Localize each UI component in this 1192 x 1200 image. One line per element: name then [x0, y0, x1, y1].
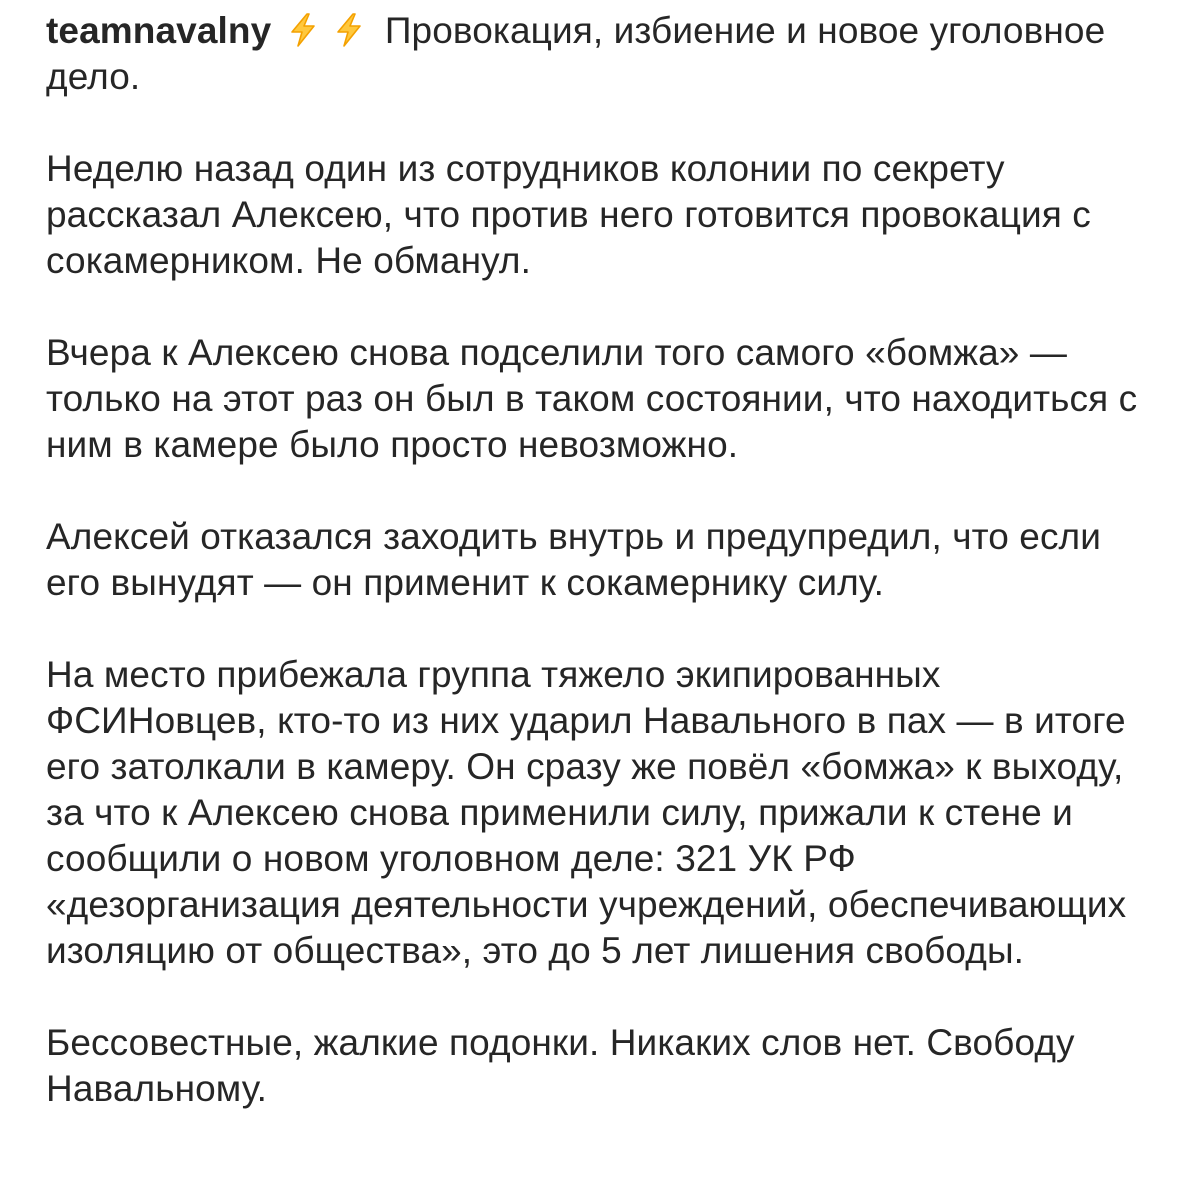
lightning-icon: [334, 12, 364, 46]
caption-headline-paragraph: [46, 8, 1156, 100]
caption-paragraph-5: Бессовестные, жалкие подонки. Никаких слов нет. Свободу Навальному.: [46, 1022, 1075, 1109]
post-caption: [46, 8, 1156, 1112]
username-link[interactable]: teamnavalny: [46, 10, 272, 51]
caption-paragraph-2: Вчера к Алексею снова подселили того самого «бомжа» — только на этот раз он был в таком состоянии, что находиться с ним в камере было просто невозможно.: [46, 332, 1138, 465]
lightning-icon: [288, 12, 318, 46]
caption-paragraph-1: Неделю назад один из сотрудников колонии по секрету рассказал Алексею, что против него готовится провокация с сокамерником. Не обманул.: [46, 148, 1091, 281]
caption-paragraph-4: На место прибежала группа тяжело экипированных ФСИНовцев, кто-то из них ударил Навального в пах — в итоге его затолкали в камеру. Он сразу же повёл «бомжа» к выходу, за что к Алексею снова применили силу, прижали к стене и сообщили о новом уголовном деле: 321 УК РФ «дезорганизация деятельности учреждений, обеспечивающих изоляцию от общества», это до 5 лет лишения свободы.: [46, 654, 1127, 971]
caption-headline: Провокация, избиение и новое уголовное дело.: [46, 10, 1106, 97]
caption-paragraph-3: Алексей отказался заходить внутрь и предупредил, что если его вынудят — он применит к сокамернику силу.: [46, 516, 1102, 603]
